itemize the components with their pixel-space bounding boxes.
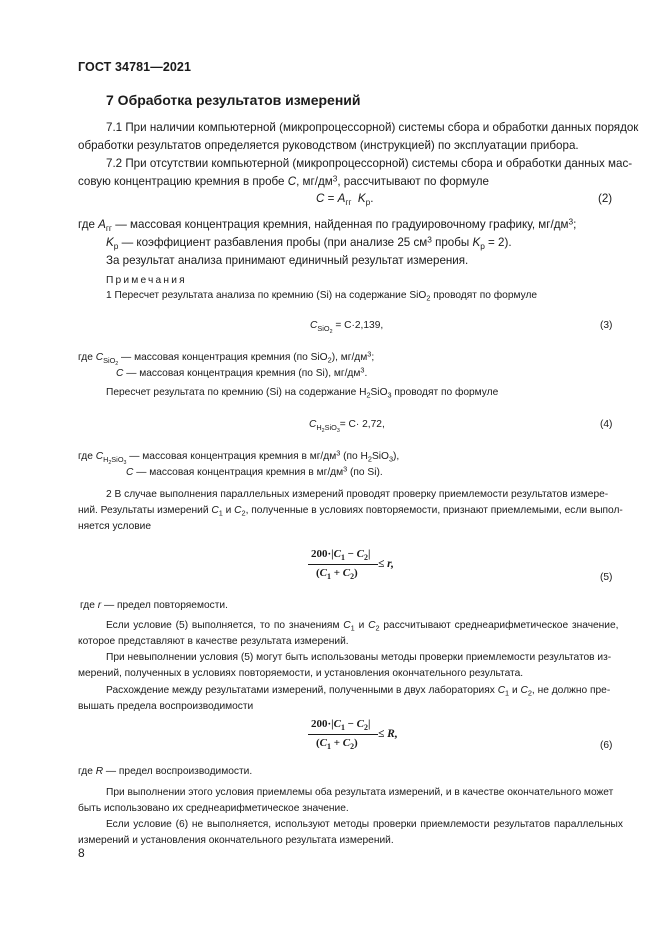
formula-2-number: (2) xyxy=(598,192,613,205)
paragraph-7-1-line-2: обработки результатов определяется руководством (инструкцией) по эксплуатации прибора. xyxy=(78,139,579,152)
formula-5-number: (5) xyxy=(600,572,613,583)
formula-5: $200\cdot|C_1 - C_2|$ $(C_1 + C_2)$ ≤ r, xyxy=(308,548,398,584)
note-2-line-3: няется условие xyxy=(78,521,152,532)
where-at-line: где $A_{гг}$ — массовая концентрация кремния, найденная по градуировочному графику, $мг/дм^3$; xyxy=(78,216,577,233)
where-R-line: где R — предел воспроизводимости. xyxy=(78,766,253,777)
note-2-line-1: 2 В случае выполнения параллельных измерений проводят проверку приемлемости результатов измере- xyxy=(106,489,609,500)
section-title: 7 Обработка результатов измерений xyxy=(106,92,361,108)
paragraph-7-2-line-2: совую концентрацию кремния в пробе C, $мг/дм^3$, рассчитывают по формуле xyxy=(78,173,489,188)
note-2-line-2: ний. Результаты измерений $C_1$ и $C_2$, полученные в условиях повторяемости, признают приемлемыми, если выпол- xyxy=(78,505,623,518)
where-ch2sio3-line: где $C_{H_2SiO_3}$ — массовая концентрация кремния в $мг/дм^3$ (по $H_2SiO_3$), xyxy=(78,448,400,466)
not-6-line-1: Если условие (6) не выполняется, используют методы проверки приемлемости результатов параллельных xyxy=(106,819,623,830)
ok-6-line-2: быть использовано их среднеарифметическое значение. xyxy=(78,803,349,814)
formula-4: $C_{H_2SiO_3}= C\cdot 2,72$, xyxy=(309,419,385,434)
formula-6: $200\cdot|C_1 - C_2|$ $(C_1 + C_2)$ ≤ R, xyxy=(308,718,398,754)
where-c-mg-line: C — массовая концентрация кремния в $мг/дм^3$ (по Si). xyxy=(126,464,383,478)
standard-designation: ГОСТ 34781—2021 xyxy=(78,60,192,74)
formula-4-number: (4) xyxy=(600,419,613,430)
notes-heading: Примечания xyxy=(106,275,187,286)
paragraph-7-1-line-1: 7.1 При наличии компьютерной (микропроцессорной) системы сбора и обработки данных порядок xyxy=(106,121,639,134)
not-5-line-1: При невыполнении условия (5) могут быть использованы методы проверки приемлемости результатов из- xyxy=(106,652,612,663)
single-result-line: За результат анализа принимают единичный результат измерения. xyxy=(106,254,469,267)
not-6-line-2: измерений и установления окончательного результата измерений. xyxy=(78,835,394,846)
if-5-line-2: которое представляют в качестве результата измерений. xyxy=(78,636,349,647)
recalc-h2sio3-line: Пересчет результата по кремнию (Si) на содержание $H_2SiO_3$ проводят по формуле xyxy=(106,387,499,400)
where-kp-line: $K_р$ — коэффициент разбавления пробы (при анализе 25 $см^3$ пробы $K_р = 2$). xyxy=(106,234,512,251)
paragraph-7-2-line-1: 7.2 При отсутствии компьютерной (микропроцессорной) системы сбора и обработки данных мас- xyxy=(106,157,633,170)
discrepancy-line-2: вышать предела воспроизводимости xyxy=(78,701,254,712)
discrepancy-line-1: Расхождение между результатами измерений, полученными в двух лабораториях $C_1$ и $C_2$, не должно пре- xyxy=(106,685,611,698)
formula-6-number: (6) xyxy=(600,740,613,751)
where-r-line: где r — предел повторяемости. xyxy=(80,600,228,611)
formula-3-number: (3) xyxy=(600,320,613,331)
not-5-line-2: мерений, полученных в условиях повторяемости, и установления окончательного результата. xyxy=(78,668,524,679)
where-csio2-line: где $C_{SiO_2}$ — массовая концентрация кремния (по SiO$_2$), $мг/дм^3$; xyxy=(78,349,375,367)
if-5-line-1: Если условие (5) выполняется, то по значениям $C_1$ и $C_2$ рассчитывают среднеарифметическое значение, xyxy=(106,620,619,633)
ok-6-line-1: При выполнении этого условия приемлемы оба результата измерений, и в качестве окончательного может xyxy=(106,787,614,798)
where-c-si-line: C — массовая концентрация кремния (по Si), $мг/дм^3$. xyxy=(116,365,368,379)
page-number: 8 xyxy=(78,846,85,860)
formula-2: $C = A_{гг}$ $K_р$. xyxy=(316,192,374,207)
formula-3: $C_{SiO_2} = C\cdot 2,139$, xyxy=(310,320,384,335)
note-1-line: 1 Пересчет результата анализа по кремнию (Si) на содержание SiO$_2$ проводят по формуле xyxy=(106,290,538,303)
